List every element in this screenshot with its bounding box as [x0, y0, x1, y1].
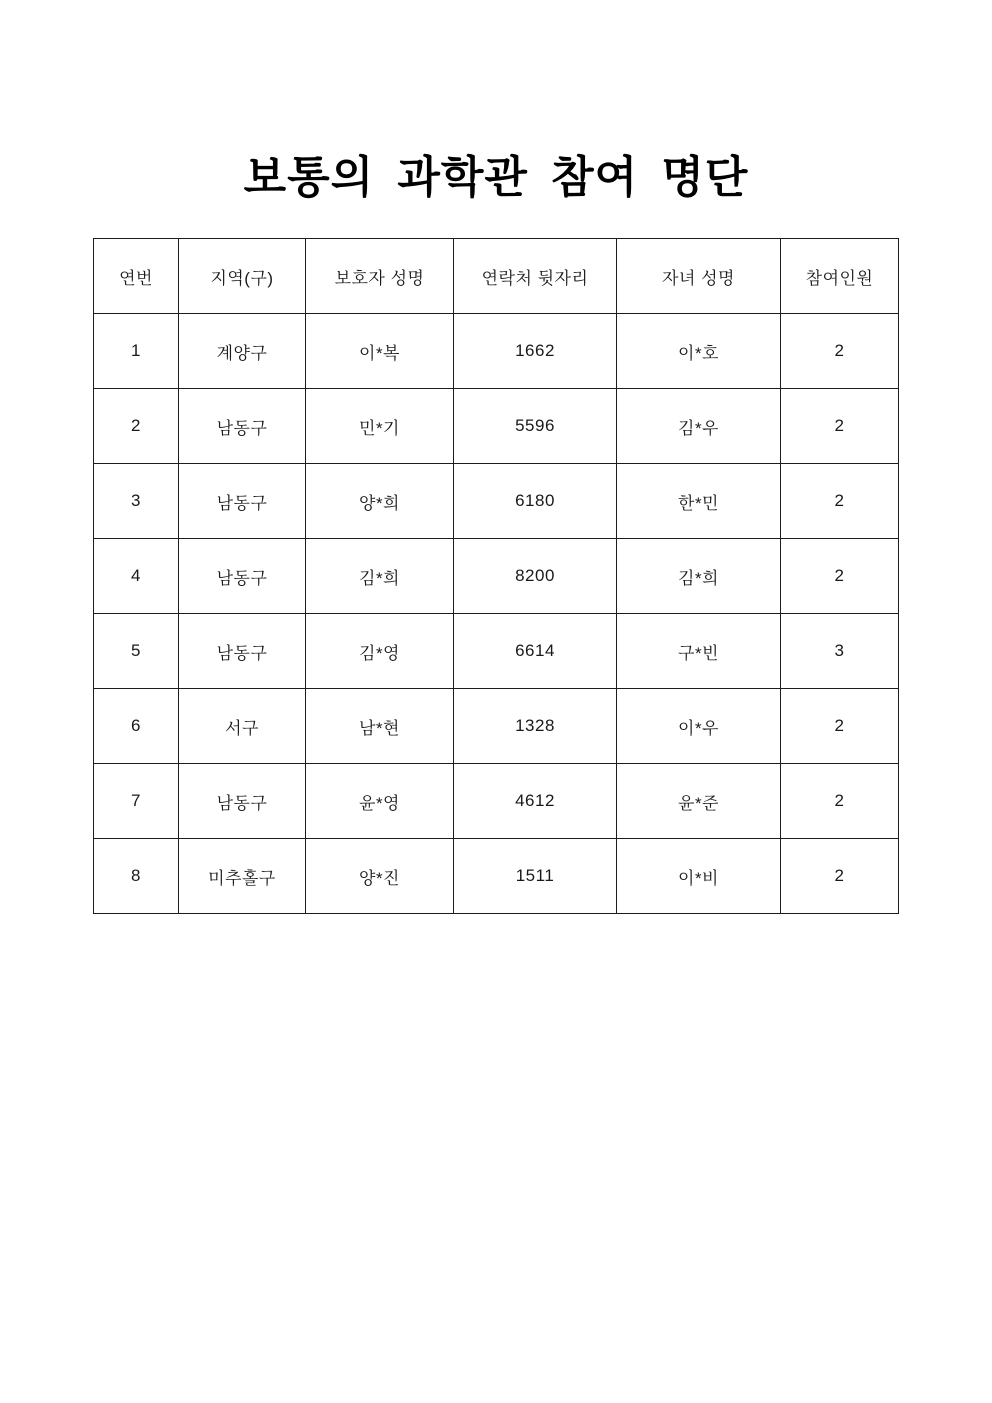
- cell-count: 2: [781, 389, 899, 464]
- cell-child: 이*비: [617, 839, 781, 914]
- cell-district: 남동구: [179, 539, 306, 614]
- cell-child: 김*우: [617, 389, 781, 464]
- table-row: [94, 389, 899, 464]
- cell-count: 2: [781, 689, 899, 764]
- cell-no: 3: [94, 464, 179, 539]
- column-header-district: 지역(구): [179, 239, 306, 314]
- cell-phone: 1662: [454, 314, 617, 389]
- cell-child: 김*희: [617, 539, 781, 614]
- cell-phone: 1511: [454, 839, 617, 914]
- cell-guardian: 윤*영: [306, 764, 454, 839]
- cell-guardian: 이*복: [306, 314, 454, 389]
- column-header-count: 참여인원: [781, 239, 899, 314]
- cell-child: 윤*준: [617, 764, 781, 839]
- column-header-child: 자녀 성명: [617, 239, 781, 314]
- cell-guardian: 김*영: [306, 614, 454, 689]
- cell-no: 2: [94, 389, 179, 464]
- column-header-guardian: 보호자 성명: [306, 239, 454, 314]
- cell-child: 이*우: [617, 689, 781, 764]
- cell-district: 서구: [179, 689, 306, 764]
- cell-district: 남동구: [179, 389, 306, 464]
- cell-district: 미추홀구: [179, 839, 306, 914]
- table-body: [94, 314, 899, 914]
- cell-phone: 4612: [454, 764, 617, 839]
- cell-count: 2: [781, 539, 899, 614]
- table-row: [94, 539, 899, 614]
- cell-count: 3: [781, 614, 899, 689]
- page-title: 보통의 과학관 참여 명단: [243, 153, 749, 202]
- cell-no: 8: [94, 839, 179, 914]
- cell-no: 4: [94, 539, 179, 614]
- cell-no: 7: [94, 764, 179, 839]
- cell-phone: 1328: [454, 689, 617, 764]
- cell-guardian: 양*진: [306, 839, 454, 914]
- cell-phone: 6614: [454, 614, 617, 689]
- cell-child: 구*빈: [617, 614, 781, 689]
- table-row: [94, 464, 899, 539]
- table-row: [94, 614, 899, 689]
- cell-count: 2: [781, 314, 899, 389]
- cell-guardian: 김*희: [306, 539, 454, 614]
- cell-no: 5: [94, 614, 179, 689]
- cell-guardian: 남*현: [306, 689, 454, 764]
- column-header-no: 연번: [94, 239, 179, 314]
- cell-count: 2: [781, 464, 899, 539]
- cell-phone: 6180: [454, 464, 617, 539]
- cell-child: 한*민: [617, 464, 781, 539]
- cell-child: 이*호: [617, 314, 781, 389]
- table-row: [94, 314, 899, 389]
- cell-count: 2: [781, 764, 899, 839]
- cell-count: 2: [781, 839, 899, 914]
- header-row: [94, 239, 899, 314]
- table-header: [94, 239, 899, 314]
- cell-guardian: 민*기: [306, 389, 454, 464]
- cell-district: 계양구: [179, 314, 306, 389]
- cell-no: 6: [94, 689, 179, 764]
- cell-no: 1: [94, 314, 179, 389]
- cell-district: 남동구: [179, 764, 306, 839]
- cell-district: 남동구: [179, 464, 306, 539]
- cell-phone: 5596: [454, 389, 617, 464]
- table-row: [94, 689, 899, 764]
- cell-district: 남동구: [179, 614, 306, 689]
- cell-guardian: 양*희: [306, 464, 454, 539]
- column-header-phone: 연락처 뒷자리: [454, 239, 617, 314]
- cell-phone: 8200: [454, 539, 617, 614]
- table-row: [94, 839, 899, 914]
- table-row: [94, 764, 899, 839]
- participants-table: [93, 238, 899, 914]
